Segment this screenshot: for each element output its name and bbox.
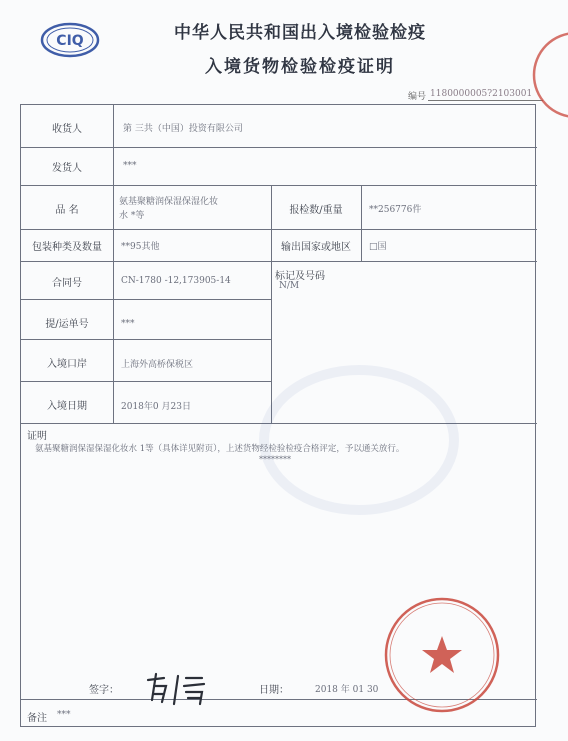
serial-number bbox=[408, 89, 533, 102]
origin-value: □国 bbox=[369, 242, 387, 252]
declared-qty-value: **256776件 bbox=[369, 205, 422, 215]
date-label: 日期： bbox=[259, 685, 289, 696]
goods-value-line2: 水 *等 bbox=[119, 211, 145, 221]
date-value: 2018 年 01 30 bbox=[315, 685, 379, 695]
contract-value: CN-1780 -12,173905-14 bbox=[121, 276, 231, 286]
logo-text: CIQ bbox=[56, 33, 84, 49]
entry-port-label: 入境口岸 bbox=[47, 359, 87, 370]
certification-text: 氨基聚糖润保湿保湿化妆水 1等（具体详见附页），上述货物经检验检疫合格评定，予以通关放行。 bbox=[35, 444, 405, 454]
serial-value: 1180000005?2103001 bbox=[430, 89, 533, 99]
entry-date-label: 入境日期 bbox=[47, 401, 87, 412]
ciq-logo-icon bbox=[40, 22, 100, 58]
entry-date-value: 2018年0 月23日 bbox=[121, 402, 191, 412]
entry-port-value: 上海外高桥保税区 bbox=[121, 360, 194, 370]
marks-label: 标记及号码 bbox=[275, 271, 325, 282]
shipper-label: 发货人 bbox=[52, 163, 82, 174]
packing-value: **95其他 bbox=[121, 242, 160, 252]
signature-label: 签字： bbox=[89, 685, 119, 696]
serial-label: 编号 bbox=[408, 92, 427, 102]
consignee-label: 收货人 bbox=[52, 124, 82, 135]
watermark-logo bbox=[259, 365, 459, 515]
bill-value: *** bbox=[121, 319, 135, 329]
marks-value: N/M bbox=[279, 281, 300, 291]
official-seal-stamp bbox=[383, 596, 501, 714]
origin-label: 输出国家或地区 bbox=[281, 242, 351, 253]
bill-label: 提/运单号 bbox=[45, 319, 89, 330]
packing-label: 包装种类及数量 bbox=[32, 242, 102, 253]
goods-value-line1: 氨基聚糖润保湿保湿化妆 bbox=[119, 197, 219, 207]
certification-stars: ******** bbox=[259, 455, 291, 464]
remarks-value: *** bbox=[57, 710, 71, 720]
handwritten-signature bbox=[142, 670, 212, 708]
goods-label: 品 名 bbox=[55, 205, 79, 216]
remarks-label: 备注 bbox=[27, 713, 47, 724]
certification-label: 证明 bbox=[27, 431, 47, 442]
shipper-value: *** bbox=[123, 161, 137, 171]
contract-label: 合同号 bbox=[52, 278, 82, 289]
declared-qty-label: 报检数/重量 bbox=[289, 205, 343, 216]
page-title-line1: 中华人民共和国出入境检验检疫 bbox=[174, 23, 426, 43]
page-title-line2: 入境货物检验检疫证明 bbox=[205, 57, 395, 77]
consignee-value: 第 三共（中国）投资有限公司 bbox=[123, 124, 243, 134]
